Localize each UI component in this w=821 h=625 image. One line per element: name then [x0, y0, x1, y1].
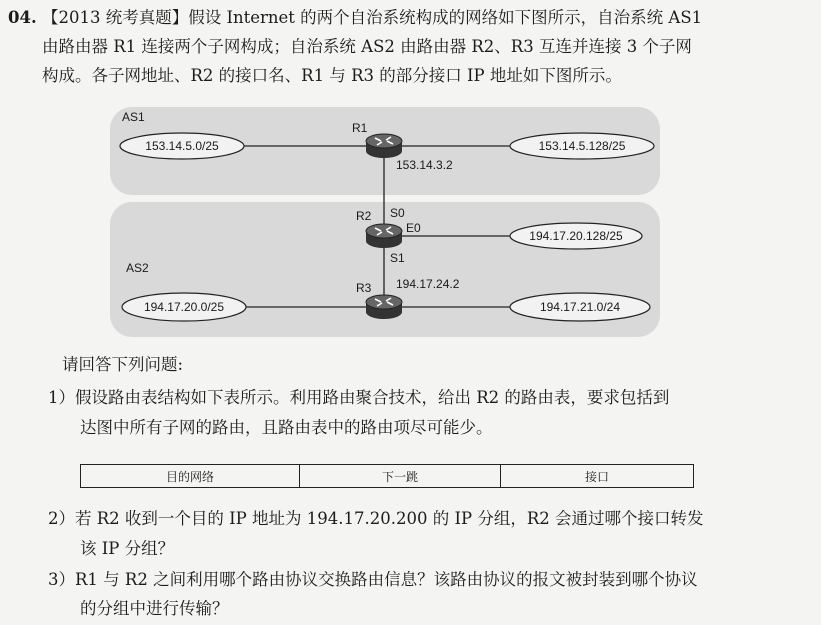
as1-label: AS1 — [122, 110, 145, 124]
interface-s0-label: S0 — [390, 206, 405, 220]
subnet-as1-left — [120, 133, 244, 159]
q3-line-2: 的分组中进行传输？ — [80, 599, 229, 618]
q3-line-1: 3）R1 与 R2 之间利用哪个路由协议交换路由信息？该路由协议的报文被封装到哪个协议 — [48, 570, 698, 589]
table-header-row — [81, 465, 694, 488]
question-stem-line-2: 由路由器 R1 连接两个子网构成；自治系统 AS2 由路由器 R2、R3 互连并连接 3 个子网 — [42, 37, 692, 56]
subnet-label: 194.17.20.128/25 — [529, 229, 623, 243]
q1-line-1: 1）假设路由表结构如下表所示。利用路由聚合技术，给出 R2 的路由表，要求包括到 — [48, 388, 670, 407]
router-r2-icon — [366, 224, 402, 248]
q2-line-1: 2）若 R2 收到一个目的 IP 地址为 194.17.20.200 的 IP 分组，R2 会通过哪个接口转发 — [48, 509, 704, 528]
question-number: 04. — [8, 8, 37, 27]
col-header-next-hop: 下一跳 — [300, 465, 501, 488]
router-r1-label: R1 — [352, 121, 368, 135]
routing-table — [80, 464, 694, 488]
subnet-label: 194.17.20.0/25 — [143, 300, 225, 314]
router-r3-icon — [366, 295, 402, 319]
question-stem-line-1: 【2013 统考真题】假设 Internet 的两个自治系统构成的网络如下图所示，自治系统 AS1 — [42, 8, 703, 27]
interface-s1-label: S1 — [390, 251, 405, 265]
network-diagram — [100, 102, 670, 342]
r1-ip-label: 153.14.3.2 — [396, 158, 453, 172]
interface-e0-label: E0 — [406, 221, 421, 235]
router-r3-label: R3 — [356, 281, 372, 295]
subnet-r2-e0 — [510, 223, 642, 249]
router-r2-label: R2 — [356, 209, 372, 223]
q2-line-2: 该 IP 分组？ — [80, 539, 175, 558]
answer-prompt: 请回答下列问题: — [62, 355, 184, 374]
subnet-as1-right — [510, 133, 654, 159]
col-header-destination: 目的网络 — [81, 465, 300, 488]
router-r1-icon — [366, 134, 402, 158]
subnet-label: 153.14.5.0/25 — [145, 139, 219, 153]
q1-line-2: 达图中所有子网的路由，且路由表中的路由项尽可能少。 — [80, 418, 493, 437]
subnet-label: 194.17.21.0/24 — [539, 300, 621, 314]
subnet-label: 153.14.5.128/25 — [538, 139, 626, 153]
subnet-r3-right — [510, 293, 650, 321]
question-stem-line-3: 构成。各子网地址、R2 的接口名、R1 与 R3 的部分接口 IP 地址如下图所示。 — [42, 66, 622, 85]
r3-ip-label: 194.17.24.2 — [396, 277, 460, 291]
subnet-r3-left — [122, 293, 246, 321]
col-header-interface: 接口 — [501, 465, 694, 488]
as2-label: AS2 — [126, 261, 149, 275]
